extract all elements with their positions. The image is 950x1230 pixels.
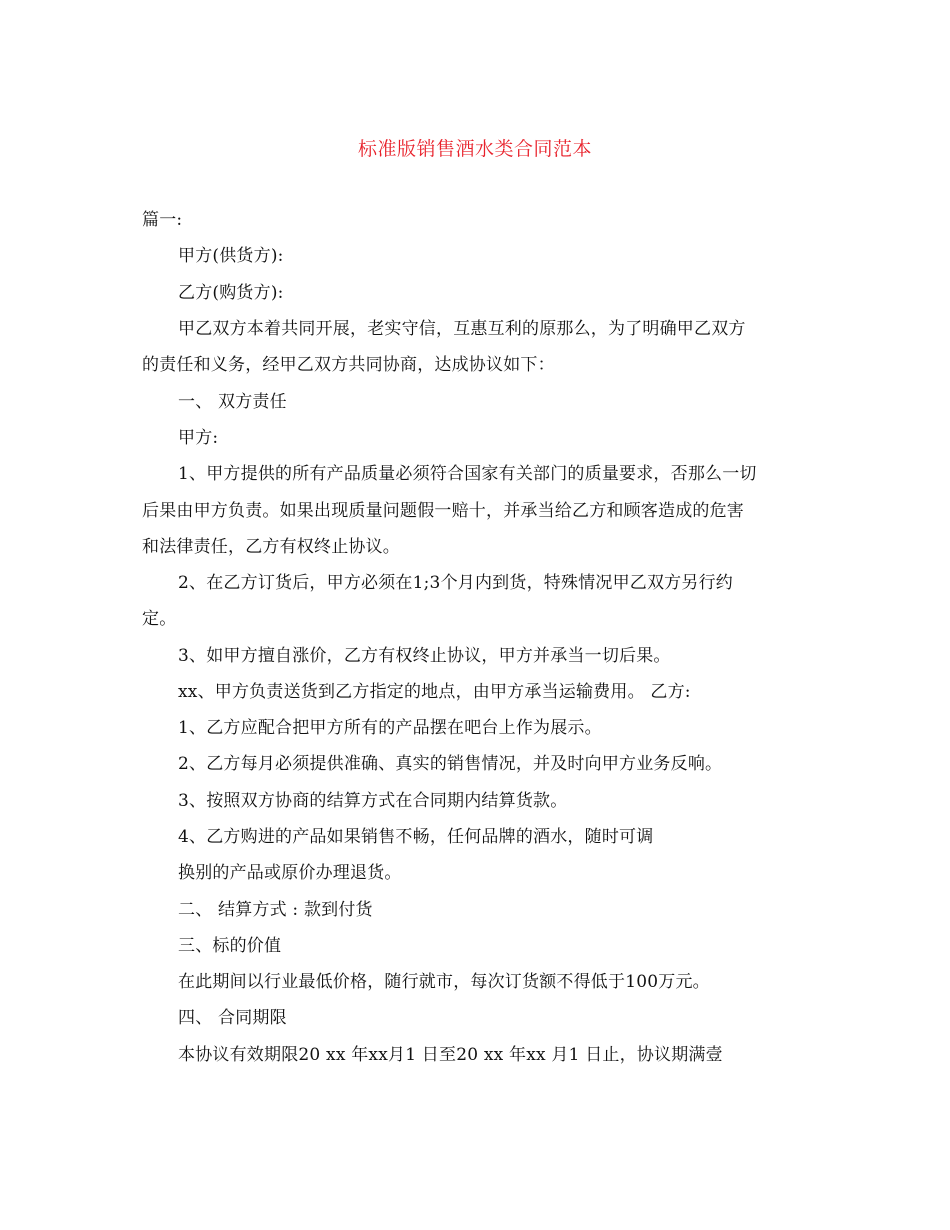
section-label: 篇一: (142, 210, 183, 230)
paragraph-line: 的责任和义务，经甲乙双方共同协商，达成协议如下： (142, 355, 555, 375)
paragraph-line: 换别的产品或原价办理退货。 (178, 863, 402, 883)
paragraph-line: 4、乙方购进的产品如果销售不畅，任何品牌的酒水，随时可调 (178, 827, 654, 847)
paragraph-line: 3、按照双方协商的结算方式在合同期内结算货款。 (178, 791, 568, 811)
paragraph-line: 和法律责任，乙方有权终止协议。 (142, 537, 400, 557)
heading-line: 三、标的价值 (178, 936, 282, 956)
heading-line: 甲方: (178, 428, 219, 448)
paragraph-line: 后果由甲方负责。如果出现质量问题假一赔十，并承当给乙方和顾客造成的危害 (142, 501, 744, 521)
paragraph-line: 甲乙双方本着共同开展，老实守信，互惠互利的原那么，为了明确甲乙双方 (178, 319, 746, 339)
party-b-line: 乙方(购货方): (178, 283, 284, 303)
paragraph-line: 定。 (142, 609, 177, 629)
paragraph-line: 2、在乙方订货后，甲方必须在1;3个月内到货，特殊情况甲乙双方另行约 (178, 573, 733, 593)
paragraph-line: xx、甲方负责送货到乙方指定的地点，由甲方承当运输费用。 乙方: (178, 682, 691, 702)
paragraph-line: 在此期间以行业最低价格，随行就市，每次订货额不得低于100万元。 (178, 972, 710, 992)
document-title: 标准版销售酒水类合同范本 (357, 138, 592, 160)
paragraph-line: 2、乙方每月必须提供准确、真实的销售情况，并及时向甲方业务反响。 (178, 754, 723, 774)
paragraph-line: 1、乙方应配合把甲方所有的产品摆在吧台上作为展示。 (178, 718, 602, 738)
heading-line: 一、 双方责任 (178, 392, 287, 412)
heading-line: 二、 结算方式 : 款到付货 (178, 900, 373, 920)
paragraph-line: 本协议有效期限20 xx 年xx月1 日至20 xx 年xx 月1 日止，协议期满壹 (178, 1045, 723, 1065)
paragraph-line: 3、如甲方擅自涨价，乙方有权终止协议，甲方并承当一切后果。 (178, 646, 671, 666)
heading-line: 四、 合同期限 (178, 1008, 287, 1028)
party-a-line: 甲方(供货方): (178, 246, 284, 266)
paragraph-line: 1、甲方提供的所有产品质量必须符合国家有关部门的质量要求，否那么一切 (178, 464, 757, 484)
